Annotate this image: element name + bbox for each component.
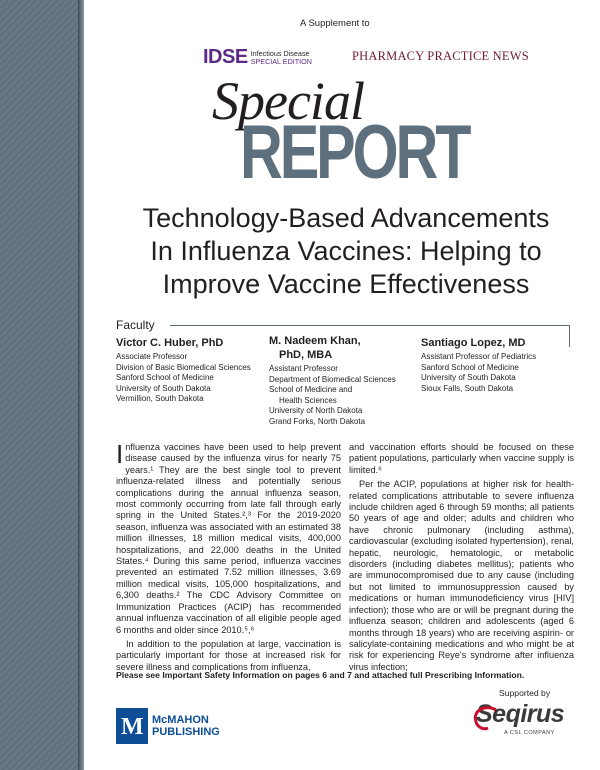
idse-mark: IDSE [203,46,248,68]
body-column-left [116,439,341,673]
faculty-affiliation: Grand Forks, North Dakota [269,416,366,426]
body-column-right [349,442,574,673]
paragraph-text: nfluenza vaccines have been used to help prevent disease caused by the influenza virus for nearly 75 years.¹ They are the best single tool to prevent influenza-related illness and potentially serious complications during the annual influenza season, most commonly occurring from late fall through early spring in the United States.²,³ For the 2019-2020 season, influenza was associated with an estimated 38 million illnesses, 18 million medical visits, 400,000 hospitalizations, and 22,000 deaths in the United States.⁴ During this same period, influenza vaccines prevented an estimated 7.52 million illnesses, 3.69 million medical visits, 105,000 hospitalizations, and 6,300 deaths.² The CDC Advisory Committee on Immunization Practices (ACIP) has recommended annual influenza vaccination of all eligible people aged 6 months and older since 2010.⁵,⁶ [116,442,341,635]
mcmahon-line1: McMAHON [152,714,209,726]
mcmahon-wordmark [152,714,220,738]
faculty-name: M. Nadeem Khan, [269,335,361,347]
idse-line1: Infectious Disease [250,48,310,58]
faculty-affiliation: Sioux Falls, South Dakota [421,383,514,393]
seqirus-swoosh-icon [470,704,500,734]
mcmahon-line2: PUBLISHING [152,726,220,738]
report-heading: REPORT [240,110,469,195]
mcmahon-badge-icon [116,708,148,744]
faculty-member [269,334,396,427]
body-paragraph: Per the ACIP, populations at higher risk for health-related complications attributable to severe influenza include children aged 6 through 59 months; all patients 50 years of age and older; adults and children who have chronic pulmonary (including asthma), cardiovascular (excluding isolated hypertension), renal, hepatic, neurologic, hematologic, or metabolic disorders (including diabetes mellitus); patients who are immunocompromised due to any cause (including but not limited to immunosuppression caused by medications or human immunodeficiency virus [HIV] infection); those who are or will be pregnant during the influenza season; children and adolescents (aged 6 months through 18 years) who are receiving aspirin- or salicylate-containing medications and who might be at risk for experiencing Reye's syndrome after influenza virus infection; [349,479,574,672]
faculty-member [116,336,251,405]
faculty-member [421,336,536,394]
seqirus-subtitle: A CSL COMPANY [504,730,555,736]
faculty-affiliation: Vermillion, South Dakota [116,394,204,403]
faculty-affiliation: Department of Biomedical Sciences [269,374,396,384]
pharmacy-practice-news-logo: PHARMACY PRACTICE NEWS [352,49,529,63]
seqirus-wordmark: Seqirus [476,700,565,728]
faculty-affiliation: University of North Dakota [269,406,363,415]
faculty-affiliation: Associate Professor [116,352,188,361]
faculty-affiliation: School of Medicine and [269,385,353,394]
supported-by-label: Supported by [499,688,551,698]
idse-logo [203,46,312,69]
faculty-affiliation: Assistant Professor [269,364,338,373]
faculty-affiliation: Health Sciences [279,395,337,405]
faculty-affiliation: Sanford School of Medicine [116,373,214,382]
title-line: In Influenza Vaccines: Helping to [150,236,542,266]
article-title [92,202,600,301]
faculty-affiliation: University of South Dakota [421,373,516,382]
sidebar-edge [78,0,84,770]
special-heading: Special [212,71,364,131]
seqirus-logo [476,700,565,736]
faculty-name: Victor C. Huber, PhD [116,337,224,349]
faculty-rule [170,325,570,326]
decorative-sidebar [0,0,78,770]
faculty-affiliation: Assistant Professor of Pediatrics [421,352,537,361]
body-paragraph: and vaccination efforts should be focused on these patient populations, particularly when vaccine supply is limited.⁶ [349,442,574,475]
faculty-label: Faculty [116,318,155,332]
faculty-affiliation: University of South Dakota [116,383,211,393]
safety-notice: Please see Important Safety Information on pages 6 and 7 and attached full Prescribing Information. [116,670,525,680]
faculty-name: Santiago Lopez, MD [421,337,526,349]
drop-cap: I [116,439,124,469]
title-line: Improve Vaccine Effectiveness [162,269,530,299]
body-paragraph [116,439,341,636]
mcmahon-publishing-logo [116,708,220,744]
supplement-label: A Supplement to [300,18,370,29]
faculty-name-degree: PhD, MBA [279,349,333,361]
idse-line2: SPECIAL EDITION [250,56,312,66]
faculty-affiliation: Sanford School of Medicine [421,362,519,372]
idse-subtitle [251,50,312,66]
body-paragraph: In addition to the population at large, vaccination is particularly important for those at increased risk for severe illness and complications from influenza, [116,638,341,672]
faculty-affiliation: Division of Basic Biomedical Sciences [116,362,251,372]
title-line: Technology-Based Advancements [142,203,550,233]
